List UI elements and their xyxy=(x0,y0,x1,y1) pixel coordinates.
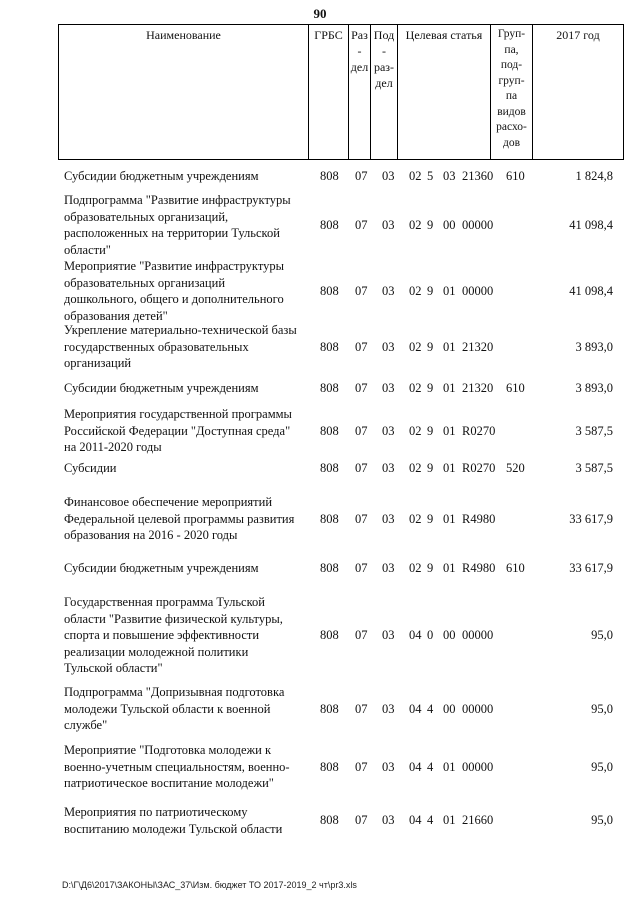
row-cs4: 00000 xyxy=(462,284,494,298)
row-sum: 95,0 xyxy=(591,813,613,827)
row-podr: 03 xyxy=(382,702,395,716)
row-grbs: 808 xyxy=(320,381,339,395)
row-cs2: 9 xyxy=(427,461,434,475)
row-grbs: 808 xyxy=(320,218,339,232)
row-razd: 07 xyxy=(355,381,368,395)
row-sum: 3 587,5 xyxy=(575,461,613,475)
row-razd: 07 xyxy=(355,340,368,354)
row-cs1: 02 xyxy=(409,424,422,438)
row-cs2: 9 xyxy=(427,512,434,526)
row-cs2: 0 xyxy=(427,628,434,642)
row-name: Субсидии бюджетным учреждениям xyxy=(64,169,259,183)
row-name: Мероприятие "Подготовка молодежи к военно-учетным специальностям, военно- патриотическое воспитание молодежи" xyxy=(64,743,290,790)
row-sum: 41 098,4 xyxy=(569,284,613,298)
row-cs1: 02 xyxy=(409,218,422,232)
row-name: Подпрограмма "Развитие инфраструктуры образовательных организаций, расположенных на территории Тульской области" xyxy=(64,193,291,257)
row-cs4: R4980 xyxy=(462,512,496,526)
row-cs2: 9 xyxy=(427,381,434,395)
row-podr: 03 xyxy=(382,628,395,642)
row-cs3: 03 xyxy=(443,169,456,183)
row-razd: 07 xyxy=(355,628,368,642)
row-sum: 41 098,4 xyxy=(569,218,613,232)
row-name: Подпрограмма "Допризывная подготовка молодежи Тульской области к военной службе" xyxy=(64,685,285,732)
row-cs1: 04 xyxy=(409,628,422,642)
row-cs4: 00000 xyxy=(462,628,494,642)
header-grbs: ГРБС xyxy=(309,25,349,160)
row-cs3: 01 xyxy=(443,461,456,475)
row-cs1: 02 xyxy=(409,512,422,526)
row-sum: 3 587,5 xyxy=(575,424,613,438)
row-grp: 610 xyxy=(506,381,525,395)
row-razd: 07 xyxy=(355,702,368,716)
row-name: Субсидии бюджетным учреждениям xyxy=(64,381,259,395)
row-cs1: 04 xyxy=(409,702,422,716)
row-razd: 07 xyxy=(355,760,368,774)
row-grbs: 808 xyxy=(320,813,339,827)
row-cs2: 4 xyxy=(427,813,434,827)
row-name: Финансовое обеспечение мероприятий Федеральной целевой программы развития образования на 2016 - 2020 годы xyxy=(64,495,295,542)
footer-path: D:\Г\Д6\2017\ЗАКОНЫ\ЗАС_37\Изм. бюджет ТО 2017-2019_2 чт\pr3.xls xyxy=(62,880,357,890)
row-podr: 03 xyxy=(382,218,395,232)
row-cs1: 02 xyxy=(409,561,422,575)
row-grbs: 808 xyxy=(320,760,339,774)
row-name: Субсидии xyxy=(64,461,117,475)
header-group: Груп- па, под- груп- па видов расхо- дов xyxy=(491,25,533,160)
row-cs3: 01 xyxy=(443,284,456,298)
row-cs3: 01 xyxy=(443,561,456,575)
row-cs2: 9 xyxy=(427,284,434,298)
row-razd: 07 xyxy=(355,218,368,232)
row-cs4: 00000 xyxy=(462,218,494,232)
row-cs2: 9 xyxy=(427,424,434,438)
row-cs1: 02 xyxy=(409,461,422,475)
row-cs3: 01 xyxy=(443,813,456,827)
header-year: 2017 год xyxy=(533,25,624,160)
row-razd: 07 xyxy=(355,512,368,526)
row-cs2: 9 xyxy=(427,340,434,354)
row-grbs: 808 xyxy=(320,169,339,183)
row-cs4: R0270 xyxy=(462,424,496,438)
row-grbs: 808 xyxy=(320,512,339,526)
row-cs3: 01 xyxy=(443,424,456,438)
row-cs2: 5 xyxy=(427,169,434,183)
row-cs3: 01 xyxy=(443,760,456,774)
row-cs1: 04 xyxy=(409,760,422,774)
row-cs2: 9 xyxy=(427,218,434,232)
table-header xyxy=(58,24,624,160)
row-cs2: 9 xyxy=(427,561,434,575)
row-name: Мероприятия государственной программы Российской Федерации "Доступная среда" на 2011-2020 годы xyxy=(64,407,292,454)
row-grbs: 808 xyxy=(320,628,339,642)
row-cs3: 01 xyxy=(443,340,456,354)
row-sum: 95,0 xyxy=(591,760,613,774)
row-podr: 03 xyxy=(382,381,395,395)
row-razd: 07 xyxy=(355,813,368,827)
row-grp: 610 xyxy=(506,169,525,183)
row-sum: 95,0 xyxy=(591,628,613,642)
row-razd: 07 xyxy=(355,424,368,438)
row-name: Мероприятия по патриотическому воспитанию молодежи Тульской области xyxy=(64,805,283,836)
row-razd: 07 xyxy=(355,284,368,298)
row-cs4: 00000 xyxy=(462,702,494,716)
row-grp: 520 xyxy=(506,461,525,475)
header-razdel: Раз- дел xyxy=(349,25,371,160)
row-grbs: 808 xyxy=(320,424,339,438)
row-cs1: 02 xyxy=(409,169,422,183)
row-podr: 03 xyxy=(382,169,395,183)
row-podr: 03 xyxy=(382,461,395,475)
row-cs4: R4980 xyxy=(462,561,496,575)
row-podr: 03 xyxy=(382,813,395,827)
row-grbs: 808 xyxy=(320,561,339,575)
row-grbs: 808 xyxy=(320,702,339,716)
row-cs1: 04 xyxy=(409,813,422,827)
row-cs2: 4 xyxy=(427,760,434,774)
row-cs3: 00 xyxy=(443,218,456,232)
row-podr: 03 xyxy=(382,512,395,526)
row-sum: 1 824,8 xyxy=(575,169,613,183)
row-cs1: 02 xyxy=(409,284,422,298)
row-grp: 610 xyxy=(506,561,525,575)
row-name: Укрепление материально-технической базы государственных образовательных организаций xyxy=(64,323,297,370)
row-podr: 03 xyxy=(382,760,395,774)
row-sum: 3 893,0 xyxy=(575,381,613,395)
row-podr: 03 xyxy=(382,424,395,438)
row-razd: 07 xyxy=(355,169,368,183)
row-podr: 03 xyxy=(382,284,395,298)
row-cs1: 02 xyxy=(409,340,422,354)
row-cs4: 21320 xyxy=(462,381,494,395)
row-cs4: 21360 xyxy=(462,169,494,183)
row-sum: 3 893,0 xyxy=(575,340,613,354)
row-cs3: 00 xyxy=(443,628,456,642)
row-cs3: 00 xyxy=(443,702,456,716)
row-cs1: 02 xyxy=(409,381,422,395)
row-grbs: 808 xyxy=(320,461,339,475)
header-target: Целевая статья xyxy=(398,25,491,160)
row-razd: 07 xyxy=(355,461,368,475)
row-grbs: 808 xyxy=(320,284,339,298)
row-name: Субсидии бюджетным учреждениям xyxy=(64,561,259,575)
row-sum: 33 617,9 xyxy=(569,512,613,526)
row-cs4: 21320 xyxy=(462,340,494,354)
row-cs4: 21660 xyxy=(462,813,494,827)
row-razd: 07 xyxy=(355,561,368,575)
header-name: Наименование xyxy=(59,25,309,160)
row-cs4: 00000 xyxy=(462,760,494,774)
row-sum: 33 617,9 xyxy=(569,561,613,575)
row-cs3: 01 xyxy=(443,512,456,526)
row-cs3: 01 xyxy=(443,381,456,395)
row-podr: 03 xyxy=(382,561,395,575)
page-number: 90 xyxy=(313,6,327,21)
row-name: Мероприятие "Развитие инфраструктуры образовательных организаций дошкольного, общего и дополнительного образования детей" xyxy=(64,259,285,323)
row-podr: 03 xyxy=(382,340,395,354)
header-podrazdel: Под- раз- дел xyxy=(371,25,398,160)
row-cs4: R0270 xyxy=(462,461,496,475)
row-name: Государственная программа Тульской области "Развитие физической культуры, спорта и повышение эффективности реализации молодежной политики Тульской области" xyxy=(64,595,283,675)
row-grbs: 808 xyxy=(320,340,339,354)
row-sum: 95,0 xyxy=(591,702,613,716)
row-cs2: 4 xyxy=(427,702,434,716)
